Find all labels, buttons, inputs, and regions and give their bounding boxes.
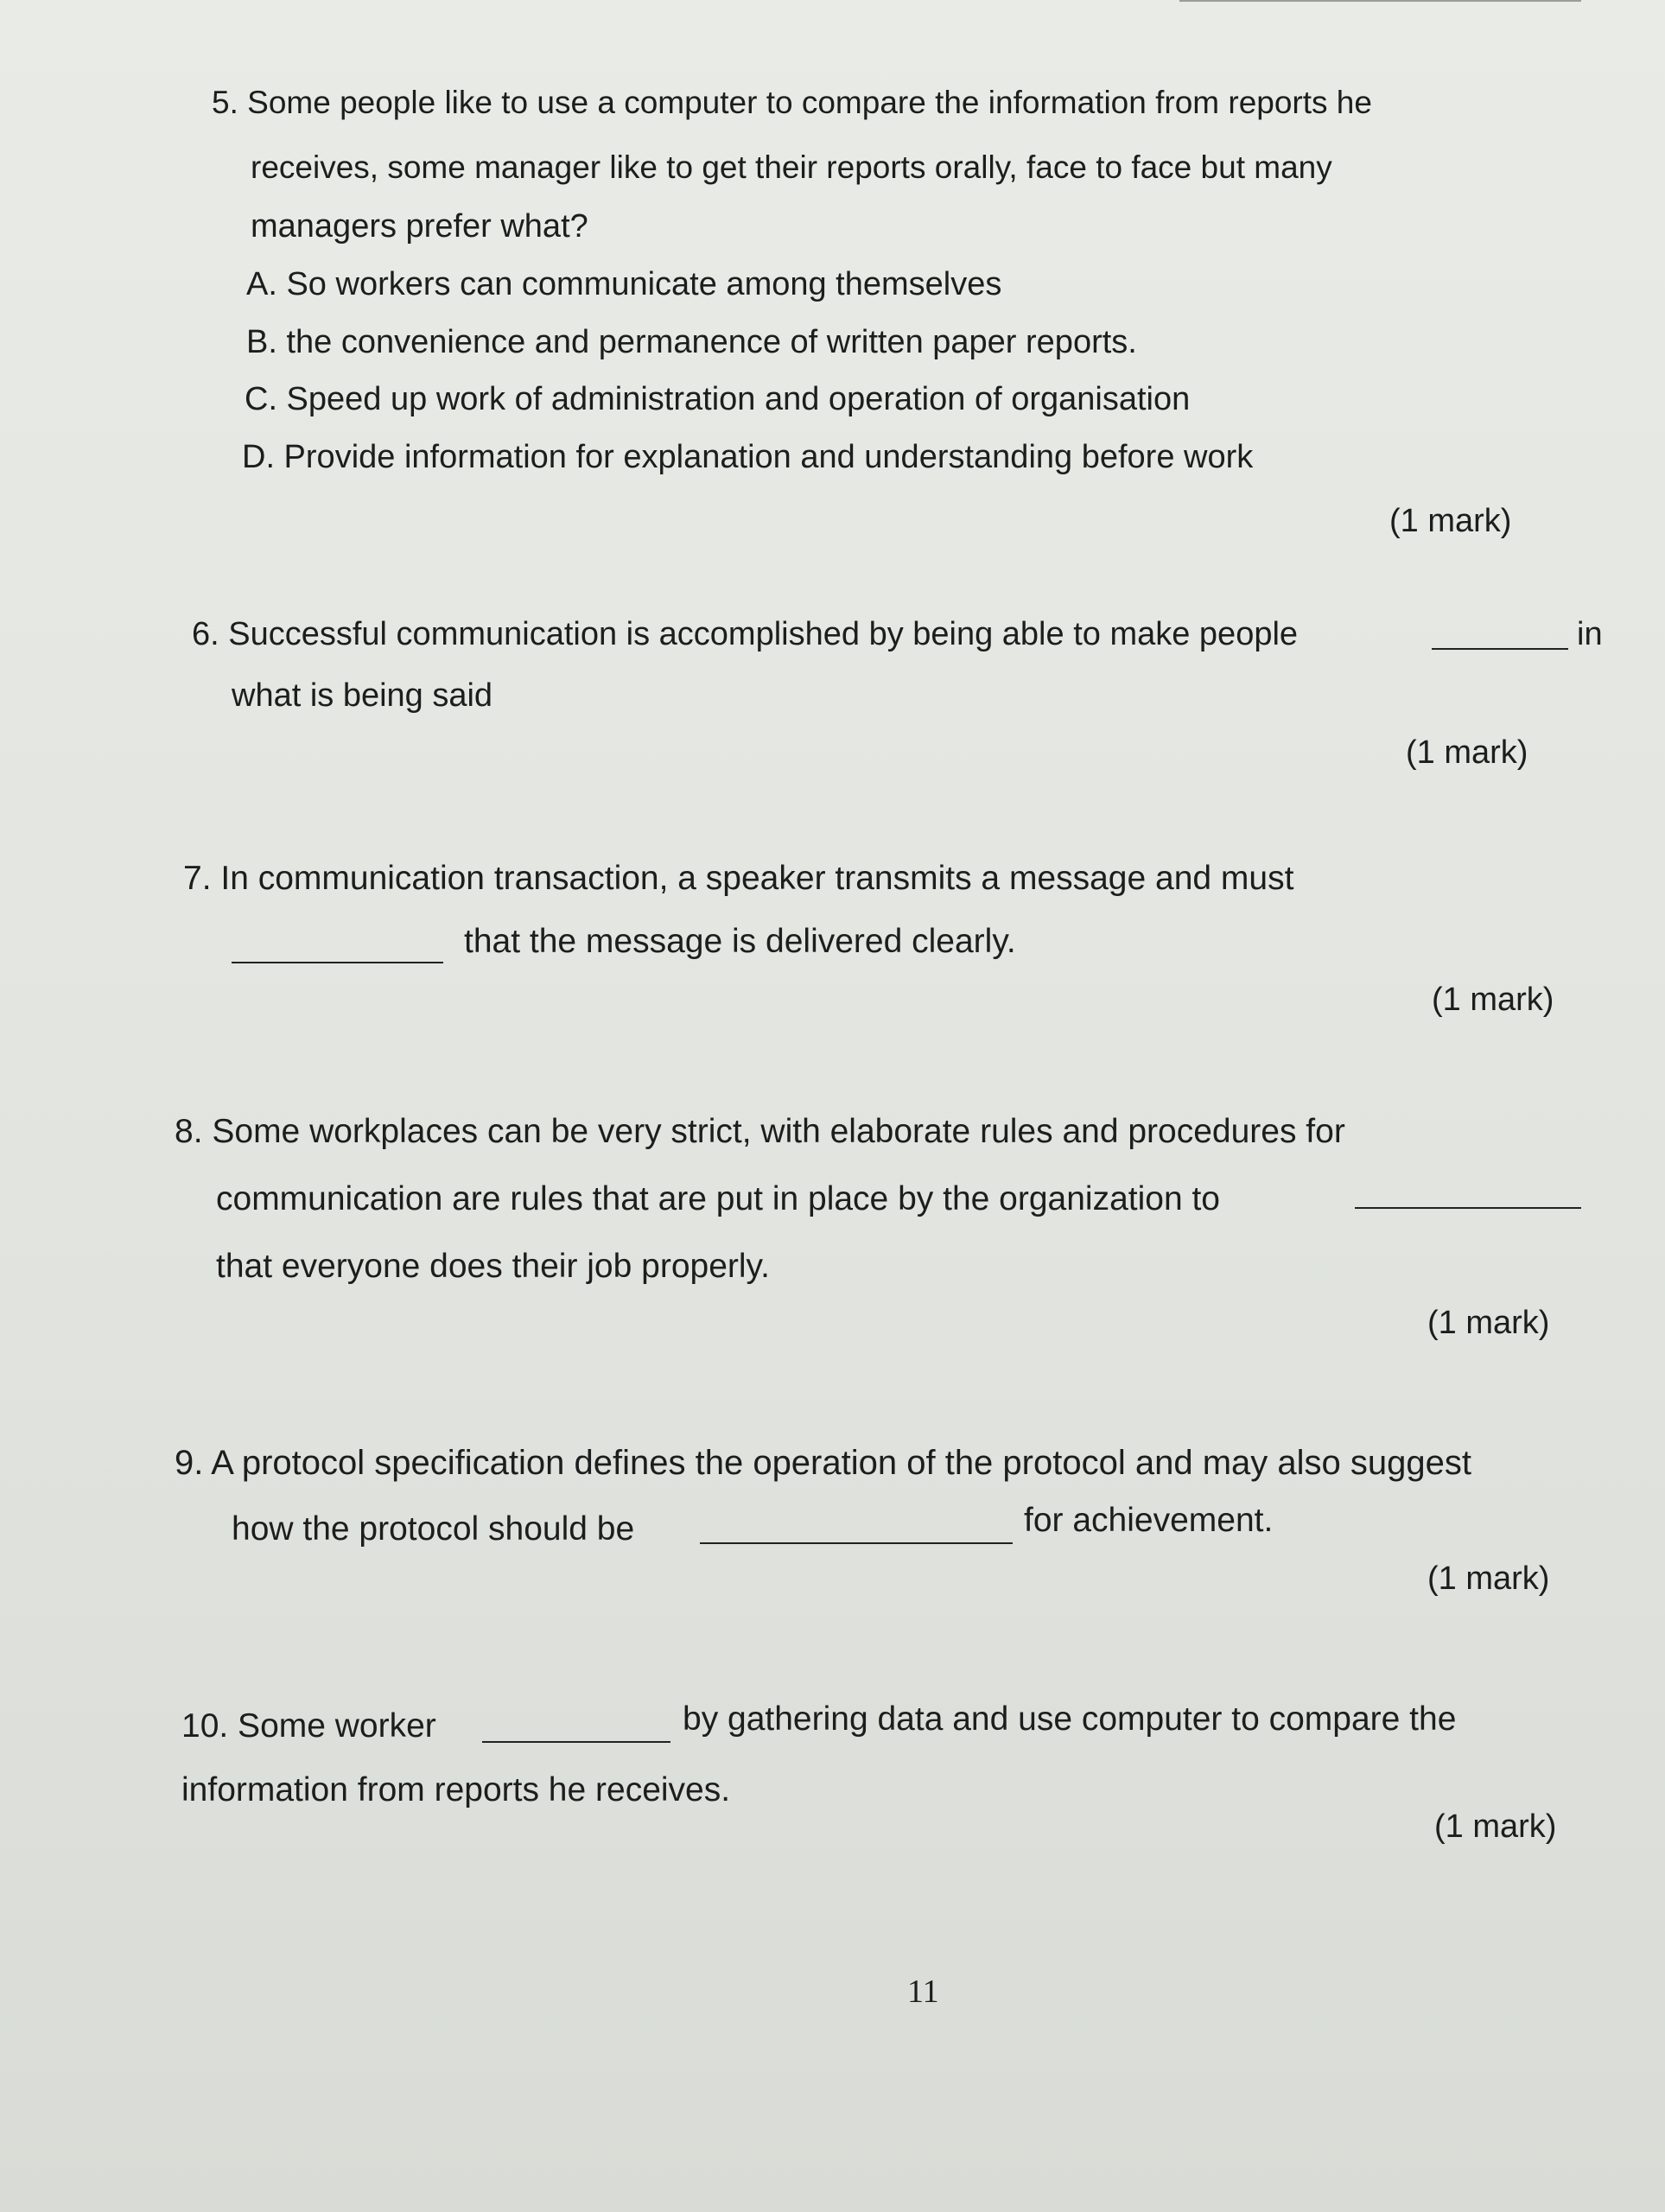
page-number: 11 <box>907 1974 939 2010</box>
option-a: A. So workers can communicate among themselves <box>246 266 1002 302</box>
question-9-line-2b: for achievement. <box>1024 1502 1274 1539</box>
question-9-line-2a: how the protocol should be <box>232 1510 635 1548</box>
question-10-line-1b: by gathering data and use computer to compare the <box>683 1700 1457 1738</box>
question-6-line-1: 6. Successful communication is accomplished by being able to make people <box>192 616 1299 652</box>
question-8-mark: (1 mark) <box>1427 1305 1550 1341</box>
question-7-mark: (1 mark) <box>1432 982 1554 1018</box>
question-5-line-2: receives, some manager like to get their reports orally, face to face but many <box>251 149 1332 185</box>
question-7-line-1: 7. In communication transaction, a speaker transmits a message and must <box>183 860 1294 897</box>
option-b: B. the convenience and permanence of written paper reports. <box>246 324 1137 360</box>
question-10-blank <box>482 1715 670 1743</box>
question-8-line-2: communication are rules that are put in place by the organization to <box>216 1180 1221 1217</box>
question-5-line-3: managers prefer what? <box>251 208 588 245</box>
question-5-line-1: 5. Some people like to use a computer to compare the information from reports he <box>212 85 1372 120</box>
top-edge-line <box>1179 0 1581 2</box>
option-d: D. Provide information for explanation and understanding before work <box>242 439 1254 475</box>
question-10-mark: (1 mark) <box>1434 1808 1557 1845</box>
question-10-line-2: information from reports he receives. <box>181 1771 731 1808</box>
question-9-blank <box>700 1516 1013 1544</box>
question-7-blank <box>232 936 443 963</box>
question-9-mark: (1 mark) <box>1427 1560 1550 1597</box>
question-6-line-1-end: in <box>1577 616 1603 652</box>
option-c: C. Speed up work of administration and operation of organisation <box>245 381 1191 417</box>
question-8-line-1: 8. Some workplaces can be very strict, with elaborate rules and procedures for <box>175 1113 1345 1150</box>
question-6-blank <box>1432 622 1568 650</box>
question-6-line-2: what is being said <box>232 677 493 714</box>
question-7-line-2: that the message is delivered clearly. <box>464 923 1016 960</box>
question-8-blank <box>1355 1181 1581 1209</box>
question-9-line-1: 9. A protocol specification defines the operation of the protocol and may also suggest <box>175 1444 1471 1482</box>
question-6-mark: (1 mark) <box>1406 734 1528 771</box>
question-10-line-1a: 10. Some worker <box>181 1707 436 1745</box>
question-8-line-3: that everyone does their job properly. <box>216 1248 770 1285</box>
question-5-mark: (1 mark) <box>1389 503 1512 539</box>
